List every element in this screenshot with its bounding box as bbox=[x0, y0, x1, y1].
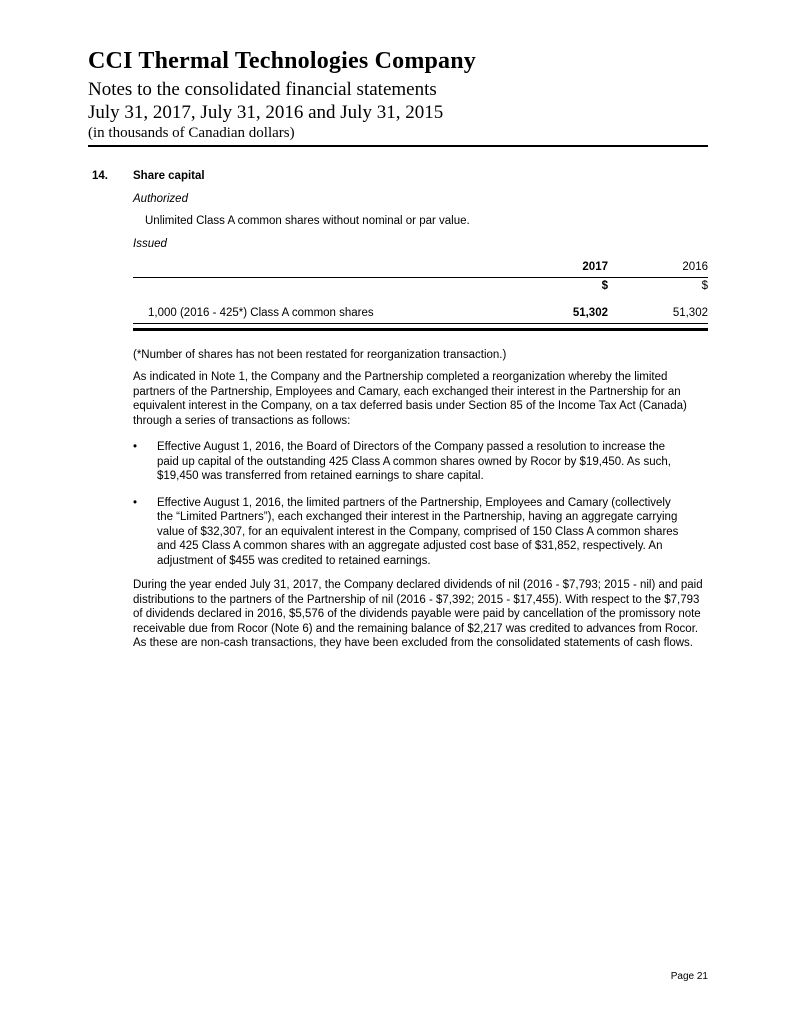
row-value-2017: 51,302 bbox=[572, 307, 608, 319]
year-header-2016: 2016 bbox=[682, 261, 708, 273]
bullet-text: Effective August 1, 2016, the Board of Directors of the Company passed a resolution to increase the paid up capital of the outstanding 425 Class A common shares owned by Rocor by $19,450. As such, $19,450 was transferred from retained earnings to share capital. bbox=[157, 441, 671, 482]
bullet-text: Effective August 1, 2016, the limited partners of the Partnership, Employees and Camary (collectively the “Limited Partners”), each exchanged their interest in the Partnership, having an aggregate carrying value of $32,307, for an equivalent interest in the Company, comprised of 150 Class A common shares and 425 Class A common shares with an aggregate adjusted cost base of $31,852, respectively. An adjustment of $455 was credited to retained earnings. bbox=[157, 496, 679, 567]
table-currency-row bbox=[133, 278, 708, 294]
company-title: CCI Thermal Technologies Company bbox=[88, 48, 477, 74]
table-row bbox=[133, 306, 708, 324]
table-bottom-rule bbox=[133, 328, 708, 331]
note-title: Share capital bbox=[133, 170, 205, 182]
table-footnote: (*Number of shares has not been restated for reorganization transaction.) bbox=[133, 348, 507, 361]
share-capital-table bbox=[133, 260, 708, 331]
bullet-item bbox=[133, 440, 684, 484]
note-number: 14. bbox=[92, 170, 108, 182]
currency-symbol-2016: $ bbox=[701, 279, 708, 292]
authorized-label: Authorized bbox=[133, 192, 188, 205]
authorized-text: Unlimited Class A common shares without nominal or par value. bbox=[145, 215, 470, 227]
content-column bbox=[88, 0, 708, 651]
intro-paragraph: As indicated in Note 1, the Company and the Partnership completed a reorganization whereby the limited partners of the Partnership, Employees and Camary, each exchanged their interest in the Partnership for an equivalent interest in the Company, on a tax deferred basis under Section 85 of the Income Tax Act (Canada) through a series of transactions as follows: bbox=[133, 371, 687, 427]
note-heading bbox=[88, 169, 708, 184]
document-dates: July 31, 2017, July 31, 2016 and July 31, 2015 bbox=[88, 102, 444, 123]
table-year-header-row bbox=[133, 260, 708, 278]
page-number: Page 21 bbox=[670, 971, 708, 982]
bullet-item bbox=[133, 496, 684, 569]
document-subtitle: Notes to the consolidated financial statements bbox=[88, 79, 437, 100]
row-label: 1,000 (2016 - 425*) Class A common shares bbox=[148, 307, 374, 319]
document-units: (in thousands of Canadian dollars) bbox=[88, 125, 295, 141]
year-header-2017: 2017 bbox=[582, 261, 608, 273]
bullet-icon: • bbox=[133, 441, 138, 453]
currency-symbol-2017: $ bbox=[601, 279, 608, 292]
document-header bbox=[88, 47, 708, 147]
issued-label: Issued bbox=[133, 237, 167, 250]
closing-paragraph: During the year ended July 31, 2017, the Company declared dividends of nil (2016 - $7,793; 2015 - nil) and paid distributions to the partners of the Partnership of nil (2016 - $7,392; 2015 - $17,455). With respect to the $7,793 of dividends declared in 2016, $5,576 of the dividends payable were paid by cancellation of the promissory note receivable due from Rocor (Note 6) and the remaining balance of $2,217 was credited to advances from Rocor. As these are non-cash transactions, they have been excluded from the consolidated statements of cash flows. bbox=[133, 579, 703, 649]
note-section bbox=[88, 169, 708, 651]
bullet-icon: • bbox=[133, 496, 138, 509]
row-value-2016: 51,302 bbox=[672, 307, 708, 319]
